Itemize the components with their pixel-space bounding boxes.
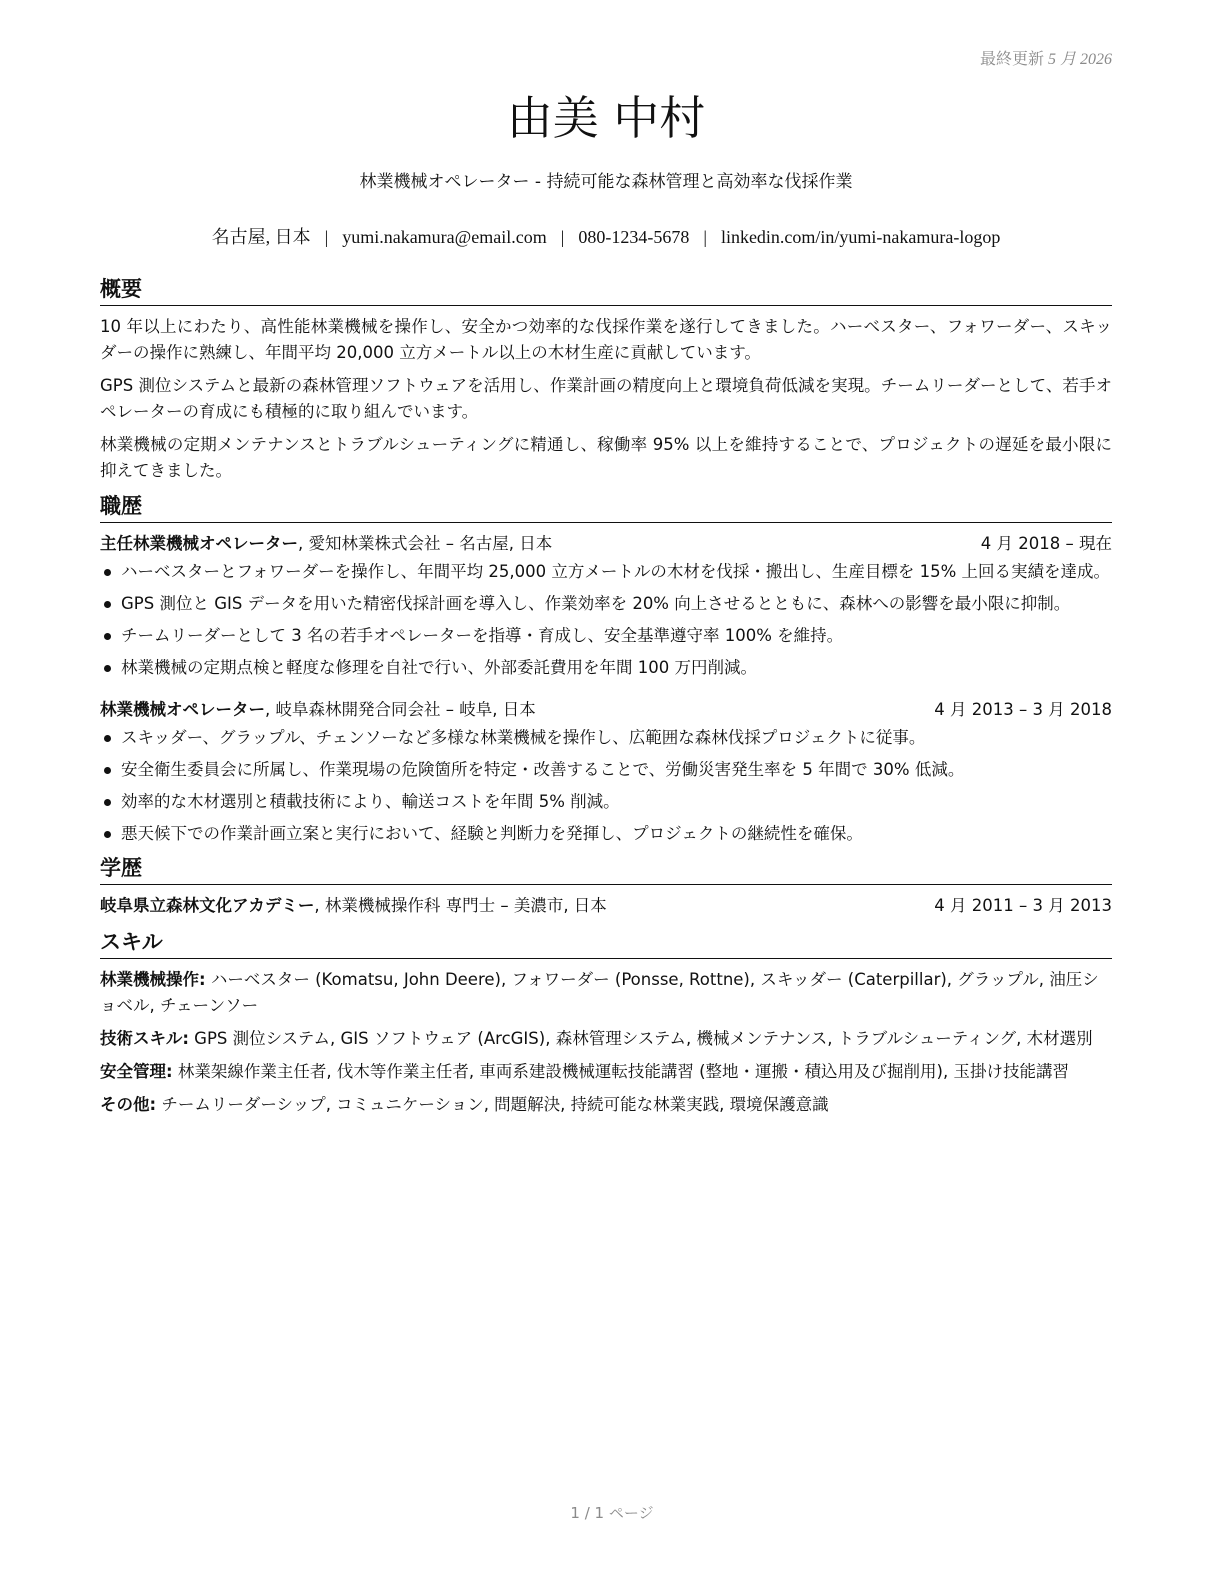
contact-phone[interactable]: 080-1234-5678 — [578, 227, 690, 247]
summary-section — [100, 274, 1112, 484]
skill-row — [100, 1059, 1112, 1085]
skills-section — [100, 927, 1112, 1118]
job-bullet: ハーベスターとフォワーダーを操作し、年間平均 25,000 立方メートルの木材を伐採・搬出し、生産目標を 15% 上回る実績を達成。 — [100, 559, 1112, 585]
skill-label: その他: — [100, 1095, 157, 1114]
job-title-line — [100, 697, 536, 723]
skill-value: GPS 測位システム, GIS ソフトウェア (ArcGIS), 森林管理システム, 機械メンテナンス, トラブルシューティング, 木材選別 — [188, 1029, 1093, 1048]
skill-row — [100, 1092, 1112, 1118]
skill-row — [100, 1026, 1112, 1052]
last-updated-date: 5 月 2026 — [1047, 51, 1112, 68]
job-header — [100, 697, 1112, 723]
skill-value: チームリーダーシップ, コミュニケーション, 問題解決, 持続可能な林業実践, 環境保護意識 — [156, 1095, 829, 1114]
contact-location: 名古屋, 日本 — [211, 227, 311, 247]
job-bullet: 効率的な木材選別と積載技術により、輸送コストを年間 5% 削減。 — [100, 789, 1112, 815]
page-indicator: 1 / 1 ページ — [570, 1504, 654, 1522]
experience-section — [100, 491, 1112, 847]
education-detail: , 林業機械操作科 専門士 – 美濃市, 日本 — [314, 896, 607, 915]
job-dates: 4 月 2018 – 現在 — [980, 534, 1112, 553]
education-line — [100, 893, 607, 919]
skill-row — [100, 967, 1112, 1019]
job-header — [100, 531, 1112, 557]
skill-label: 安全管理: — [100, 1062, 173, 1081]
job-bullet: GPS 測位と GIS データを用いた精密伐採計画を導入し、作業効率を 20% 向上させるとともに、森林への影響を最小限に抑制。 — [100, 591, 1112, 617]
section-title-education: 学歴 — [100, 853, 1112, 885]
job-title-line — [100, 531, 552, 557]
education-school: 岐阜県立森林文化アカデミー — [100, 896, 315, 915]
skill-value: ハーベスター (Komatsu, John Deere), フォワーダー (Ponsse, Rottne), スキッダー (Caterpillar), グラップル, 油圧ショベル, チェーンソー — [100, 970, 1099, 1015]
job-bullet: スキッダー、グラップル、チェンソーなど多様な林業機械を操作し、広範囲な森林伐採プロジェクトに従事。 — [100, 725, 1112, 751]
job-entry — [100, 531, 1112, 681]
section-title-summary: 概要 — [100, 274, 1112, 306]
job-title: 林業機械オペレーター — [100, 700, 265, 719]
education-section — [100, 853, 1112, 919]
candidate-name: 由美 中村 — [506, 91, 706, 145]
job-title: 主任林業機械オペレーター — [100, 534, 298, 553]
contact-linkedin[interactable]: linkedin.com/in/yumi-nakamura-logop — [720, 227, 1001, 247]
summary-paragraph: 10 年以上にわたり、高性能林業機械を操作し、安全かつ効率的な伐採作業を遂行してきました。ハーベスター、フォワーダー、スキッダーの操作に熟練し、年間平均 20,000 立方メートル以上の木材生産に貢献しています。 — [100, 317, 1112, 362]
contact-separator: | — [703, 227, 707, 247]
job-company: , 岐阜森林開発合同会社 – 岐阜, 日本 — [265, 700, 536, 719]
job-entry — [100, 697, 1112, 847]
resume-page — [100, 0, 1112, 1584]
skill-label: 林業機械操作: — [100, 970, 206, 989]
section-title-skills: スキル — [100, 927, 1112, 959]
job-company: , 愛知林業株式会社 – 名古屋, 日本 — [298, 534, 553, 553]
job-bullets — [100, 559, 1112, 681]
job-bullet: 悪天候下での作業計画立案と実行において、経験と判断力を発揮し、プロジェクトの継続性を確保。 — [100, 821, 1112, 847]
education-dates: 4 月 2011 – 3 月 2013 — [934, 896, 1112, 915]
summary-paragraph: 林業機械の定期メンテナンスとトラブルシューティングに精通し、稼働率 95% 以上を維持することで、プロジェクトの遅延を最小限に抑えてきました。 — [100, 435, 1112, 480]
last-updated-label: 最終更新 — [979, 51, 1044, 68]
job-bullet: 林業機械の定期点検と軽度な修理を自社で行い、外部委託費用を年間 100 万円削減。 — [100, 655, 1112, 681]
last-updated — [980, 46, 1112, 69]
section-title-experience: 職歴 — [100, 491, 1112, 523]
skill-label: 技術スキル: — [100, 1029, 189, 1048]
headline: 林業機械オペレーター - 持続可能な森林管理と高効率な伐採作業 — [359, 172, 853, 192]
skill-value: 林業架線作業主任者, 伐木等作業主任者, 車両系建設機械運転技能講習 (整地・運搬・積込用及び掘削用), 玉掛け技能講習 — [172, 1062, 1069, 1081]
contact-email[interactable]: yumi.nakamura@email.com — [342, 227, 547, 247]
job-bullets — [100, 725, 1112, 847]
resume-content — [100, 274, 1112, 1125]
summary-paragraph: GPS 測位システムと最新の森林管理ソフトウェアを活用し、作業計画の精度向上と環境負荷低減を実現。チームリーダーとして、若手オペレーターの育成にも積極的に取り組んでいます。 — [100, 376, 1112, 421]
contact-separator: | — [560, 227, 565, 247]
job-bullet: チームリーダーとして 3 名の若手オペレーターを指導・育成し、安全基準遵守率 100% を維持。 — [100, 623, 1112, 649]
contact-line — [100, 224, 1112, 250]
job-bullet: 安全衛生委員会に所属し、作業現場の危険箇所を特定・改善することで、労働災害発生率を 5 年間で 30% 低減。 — [100, 757, 1112, 783]
job-dates: 4 月 2013 – 3 月 2018 — [934, 700, 1112, 719]
contact-separator: | — [324, 227, 329, 247]
education-entry — [100, 893, 1112, 919]
